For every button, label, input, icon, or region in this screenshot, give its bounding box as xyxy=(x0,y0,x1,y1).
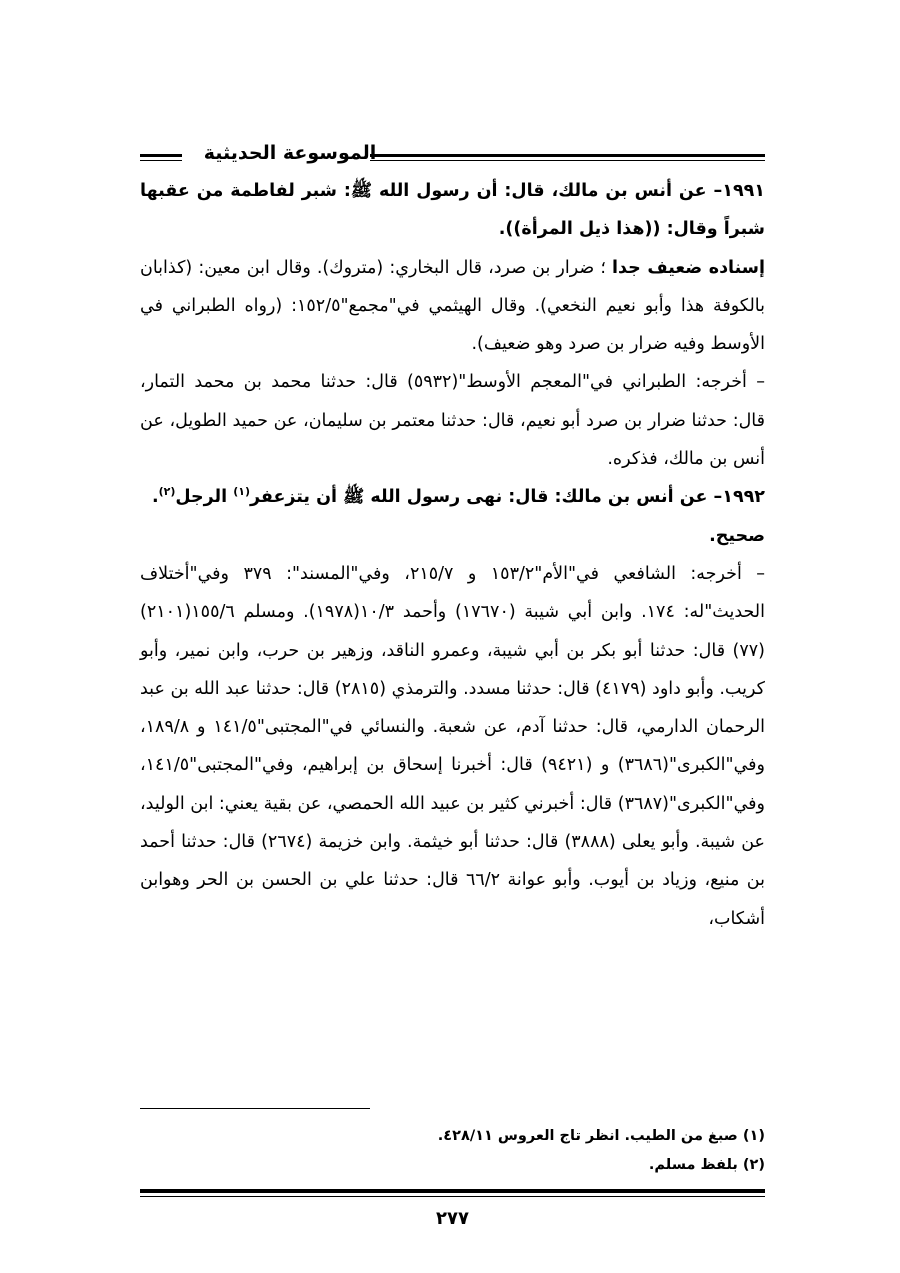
grading-detail: ؛ ضرار بن صرد، قال البخاري: (متروك). وقال ابن معين: (كذابان بالكوفة هذا وأبو نعيم النخعي). وقال الهيثمي في"مجمع"١٥٢/٥: (رواه الطبراني في الأوسط وفيه ضرار بن صرد وهو ضعيف). xyxy=(140,257,765,355)
hadith-1992-text-end: . xyxy=(151,487,159,508)
footnote-separator xyxy=(140,1108,370,1109)
hadith-1992-takhrij: – أخرجه: الشافعي في"الأم"١٥٣/٢ و ٢١٥/٧، وفي"المسند": ٣٧٩ وفي"أختلاف الحديث"له: ١٧٤. وابن أبي شيبة (١٧٦٧٠) وأحمد ١٠/٣(١٩٧٨). ومسلم ١٥٥/٦(٢١٠١) (٧٧) قال: حدثنا أبو بكر بن أبي شيبة، وعمرو الناقد، وزهير بن حرب، وابن نمير، وأبو كريب. وأبو داود (٤١٧٩) قال: حدثنا مسدد. والترمذي (٢٨١٥) قال: حدثنا عبد الله بن عبد الرحمان الدارمي، قال: حدثنا آدم، عن شعبة. والنسائي في"المجتبى"١٤١/٥ و ١٨٩/٨، وفي"الكبرى"(٣٦٨٦) و (٩٤٢١) قال: أخبرنا إسحاق بن إبراهيم، وفي"المجتبى"١٤١/٥، وفي"الكبرى"(٣٦٨٧) قال: أخبرني كثير بن عبيد الله الحمصي، عن بقية يعني: ابن الوليد، عن شيبة. وأبو يعلى (٣٨٨٨) قال: حدثنا أبو خيثمة. وابن خزيمة (٢٦٧٤) قال: حدثنا أحمد بن منيع، وزياد بن أيوب. وأبو عوانة ٦٦/٢ قال: حدثنا علي بن الحسن بن الحر وهوابن أشكاب، xyxy=(140,563,766,929)
footnote-2: (٢) بلفظ مسلم. xyxy=(648,1157,765,1173)
footer-rule-thick xyxy=(140,1189,765,1193)
footer-rule-thin xyxy=(140,1196,765,1197)
footnotes xyxy=(140,1122,765,1180)
hadith-1991-text: ١٩٩١– عن أنس بن مالك، قال: أن رسول الله ﷺ: شبر لفاطمة من عقبها شبراً وقال: ((هذا ذيل المرأة)). xyxy=(140,181,765,240)
footnote-1: (١) صبغ من الطيب. انظر تاج العروس ٤٢٨/١١. xyxy=(437,1128,765,1144)
page-body xyxy=(140,172,765,938)
header-title: الموسوعة الحديثية xyxy=(203,142,377,164)
book-page xyxy=(140,0,765,1273)
header-rule-short-thin xyxy=(140,160,182,161)
grading-label: إسناده ضعيف جدا xyxy=(612,257,765,278)
hadith-1992-text-a: ١٩٩٢– عن أنس بن مالك: قال: نهى رسول الله ﷺ أن يتزعفر xyxy=(249,487,765,508)
hadith-1992-grading: صحيح. xyxy=(709,525,765,546)
header-rule-thin xyxy=(370,160,765,161)
footnote-ref-1[interactable]: (١) xyxy=(233,485,250,499)
header-rule-short-thick xyxy=(140,154,182,157)
header-rule-thick xyxy=(370,154,765,157)
hadith-1992-text-b: الرجل xyxy=(175,487,234,508)
hadith-1991-grading xyxy=(140,249,765,364)
footnote-ref-2[interactable]: (٢) xyxy=(158,485,176,499)
page-number: ٢٧٧ xyxy=(436,1208,469,1229)
hadith-1991-takhrij: – أخرجه: الطبراني في"المعجم الأوسط"(٥٩٣٢) قال: حدثنا محمد بن محمد التمار، قال: حدثنا ضرار بن صرد أبو نعيم، قال: حدثنا معتمر بن سليمان، عن حميد الطويل، عن أنس بن مالك، فذكره. xyxy=(140,372,765,470)
hadith-1992-text xyxy=(140,478,765,516)
